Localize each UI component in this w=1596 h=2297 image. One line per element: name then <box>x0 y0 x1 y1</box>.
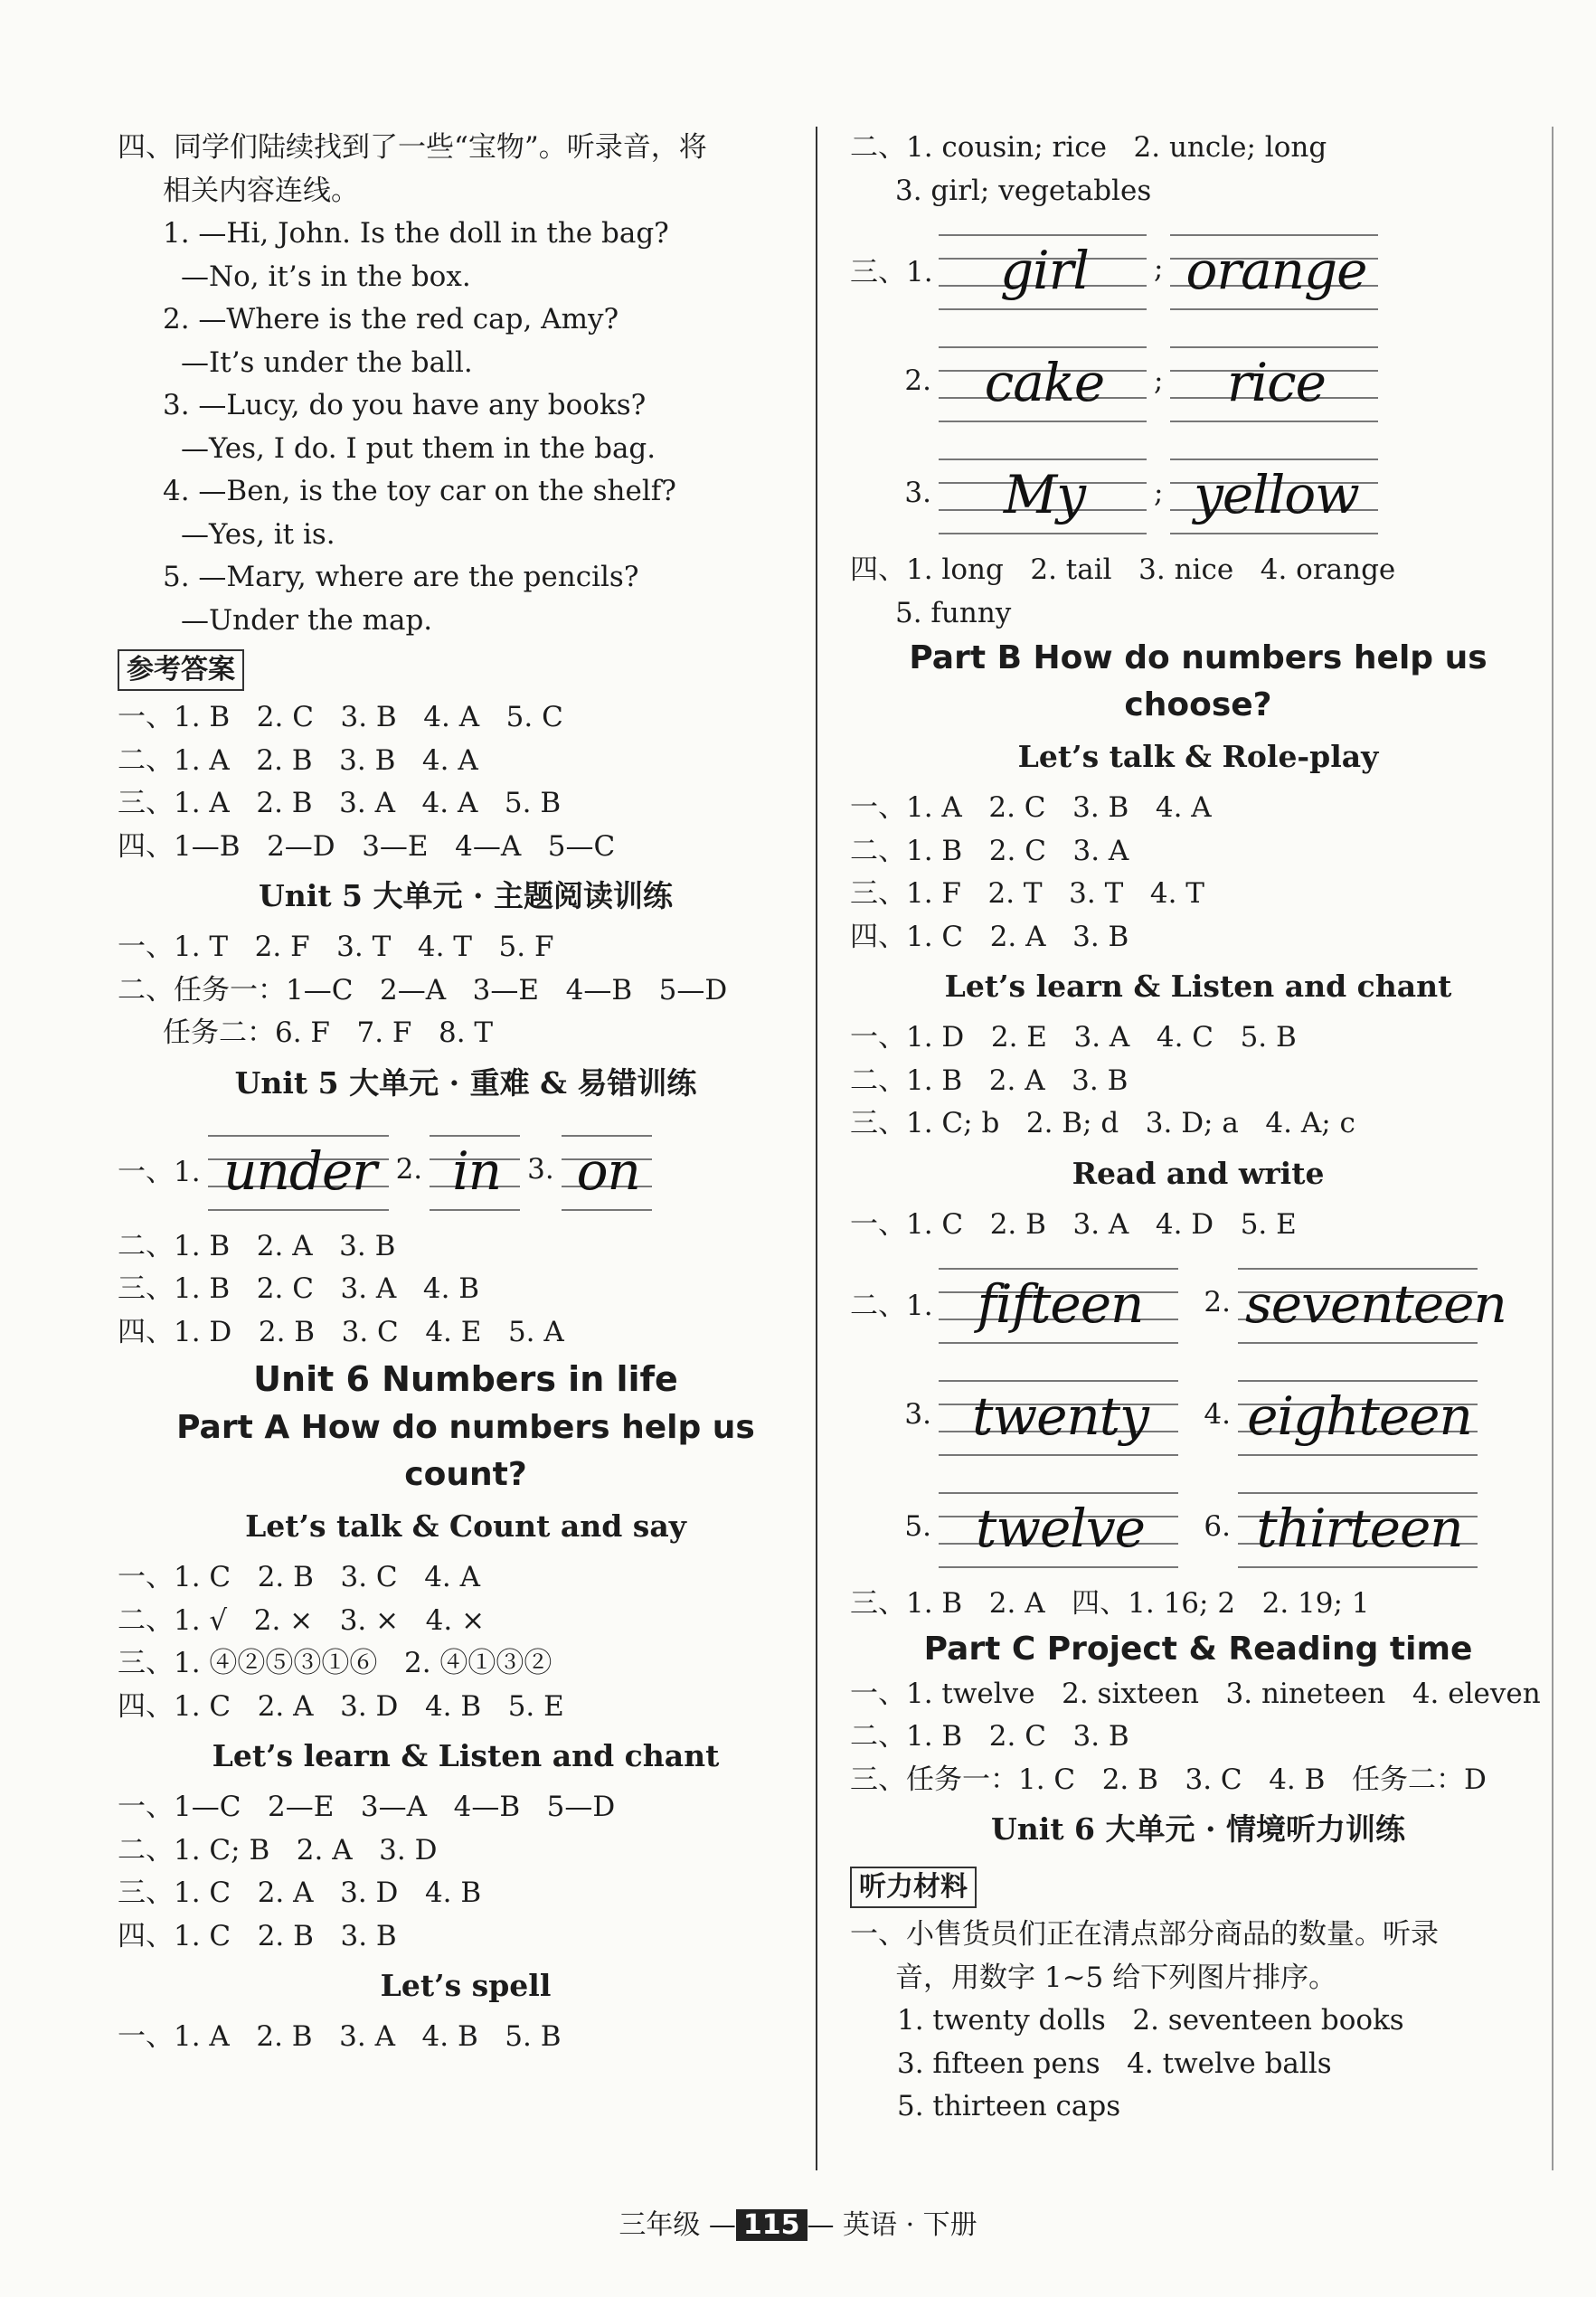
footer-grade: 三年级 <box>619 2209 701 2241</box>
listening-material-heading: 听力材料 <box>850 1867 977 1908</box>
answer-line: 一、1. A 2. C 3. B 4. A <box>850 791 1212 824</box>
answer-line: 1. twenty dolls 2. seventeen books <box>897 2004 1404 2037</box>
answer-line: 一、1—C 2—E 3—A 4—B 5—D <box>118 1791 616 1823</box>
answer-line: 二、1. √ 2. × 3. × 4. × <box>118 1603 486 1637</box>
question-number: 一、1. <box>118 1156 201 1188</box>
answer-line: 四、1. C 2. A 3. B <box>850 920 1129 953</box>
answer-line: 四、1. long 2. tail 3. nice 4. orange <box>850 553 1396 586</box>
handwriting-row <box>850 1246 1546 1358</box>
material-intro-line: 音，用数字 1~5 给下列图片排序。 <box>895 1961 1337 1994</box>
answer-list <box>850 1204 1546 1247</box>
question-number: 5. <box>904 1510 931 1543</box>
separator: ; <box>1154 477 1164 509</box>
page-edge-line <box>1552 127 1554 2170</box>
left-column <box>118 127 814 2059</box>
handwriting-box <box>939 1373 1178 1456</box>
answer-line: 四、1. C 2. B 3. B <box>118 1919 397 1952</box>
answer-line: 二、1. C; B 2. A 3. D <box>118 1833 438 1867</box>
dialogue-line: —No, it’s in the box. <box>181 260 471 293</box>
handwriting-row <box>118 1113 814 1225</box>
answer-list <box>850 1673 1546 1802</box>
handwritten-answer: thirteen <box>1256 1498 1463 1559</box>
answer-line: 一、1. B 2. C 3. B 4. A 5. C <box>118 701 563 733</box>
answer-line: 5. funny <box>895 596 1012 629</box>
answer-line: 二、1. B 2. A 3. B <box>850 1063 1129 1097</box>
answer-line: 一、1. A 2. B 3. A 4. B 5. B <box>118 2020 562 2053</box>
handwritten-answer: eighteen <box>1247 1385 1472 1447</box>
answer-line: 四、1. D 2. B 3. C 4. E 5. A <box>118 1315 564 1348</box>
answer-list <box>850 549 1546 592</box>
answer-line: 二、1. cousin; rice 2. uncle; long <box>850 131 1327 164</box>
answer-line: 一、1. C 2. B 3. C 4. A <box>118 1561 481 1593</box>
answer-line: 三、1. A 2. B 3. A 4. A 5. B <box>118 787 562 819</box>
question-number: 4. <box>1204 1398 1231 1431</box>
page-footer: 三年级 — 115 — 英语 · 下册 <box>619 2209 977 2241</box>
handwritten-answer: rice <box>1226 352 1326 413</box>
answer-line: 二、1. A 2. B 3. B 4. A <box>118 743 478 777</box>
dialogue-line: 3. —Lucy, do you have any books? <box>163 389 647 421</box>
answer-line: 二、1. B 2. C 3. B <box>850 1720 1129 1753</box>
question-number: 3. <box>904 1398 931 1431</box>
separator: ; <box>1154 364 1164 397</box>
answer-line: 一、1. twelve 2. sixteen 3. nineteen 4. eleven <box>850 1677 1541 1710</box>
handwriting-rows <box>850 213 1546 549</box>
answer-line: 一、1. C 2. B 3. A 4. D 5. E <box>850 1207 1297 1241</box>
question-number: 三、1. <box>850 255 933 288</box>
section-heading-read-write: Read and write <box>1072 1155 1325 1191</box>
dialogue-line: 5. —Mary, where are the pencils? <box>163 561 639 593</box>
handwritten-answer: fifteen <box>977 1273 1144 1335</box>
answer-list <box>850 787 1546 959</box>
answer-line: 四、1. C 2. A 3. D 4. B 5. E <box>118 1689 564 1723</box>
section-heading-talk: Let’s talk & Role-play <box>1017 739 1379 774</box>
answer-line: 三、1. ④②⑤③①⑥ 2. ④①③② <box>118 1647 552 1679</box>
answer-key-heading: 参考答案 <box>118 649 244 691</box>
handwritten-answer: in <box>452 1139 502 1202</box>
handwriting-box <box>1238 1373 1478 1456</box>
handwritten-answer: My <box>1003 464 1086 525</box>
handwriting-grid <box>850 1246 1546 1583</box>
handwritten-answer: under <box>223 1139 377 1202</box>
page-number: 115 <box>736 2209 807 2241</box>
handwriting-box <box>208 1128 389 1211</box>
section-heading-learn: Let’s learn & Listen and chant <box>212 1738 720 1773</box>
part-title: Part C Project & Reading time <box>923 1630 1473 1668</box>
answer-line: 5. thirteen caps <box>897 2090 1121 2122</box>
section-heading-reading: Unit 5 大单元 · 主题阅读训练 <box>259 878 673 913</box>
unit-title: Unit 6 Numbers in life <box>253 1359 678 1399</box>
answer-line: 三、1. C; b 2. B; d 3. D; a 4. A; c <box>850 1107 1355 1139</box>
answer-list <box>118 2016 814 2059</box>
column-divider <box>816 127 817 2170</box>
answer-line: 三、1. B 2. C 3. A 4. B <box>118 1272 480 1305</box>
answer-list <box>118 1225 814 1355</box>
answer-line: 三、1. F 2. T 3. T 4. T <box>850 877 1204 910</box>
handwriting-box <box>939 1485 1178 1568</box>
answer-line: 二、1. B 2. C 3. A <box>850 834 1129 867</box>
question-number: 3. <box>527 1152 554 1186</box>
question-number: 2. <box>395 1152 423 1186</box>
section-heading-talk: Let’s talk & Count and say <box>245 1508 686 1544</box>
question-number: 2. <box>904 364 931 397</box>
answer-line: 一、1. D 2. E 3. A 4. C 5. B <box>850 1021 1297 1054</box>
handwriting-row <box>850 325 1546 437</box>
question-number: 二、1. <box>850 1289 933 1322</box>
part-title: Part B How do numbers help us <box>909 639 1487 676</box>
answer-line: 四、1—B 2—D 3—E 4—A 5—C <box>118 829 616 863</box>
handwriting-box <box>939 227 1147 310</box>
answer-list <box>118 1556 814 1728</box>
handwritten-answer: twelve <box>976 1498 1145 1559</box>
dialogue-line: —Yes, I do. I put them in the bag. <box>181 431 656 465</box>
material-list <box>850 1999 1546 2129</box>
section-heading-spell: Let’s spell <box>380 1968 552 2003</box>
answer-list <box>118 926 814 1012</box>
right-column <box>850 127 1546 2129</box>
handwriting-box <box>1170 451 1378 534</box>
handwriting-box <box>562 1128 652 1211</box>
handwritten-answer: cake <box>984 352 1105 413</box>
handwriting-box <box>1170 339 1378 422</box>
section-heading-learn: Let’s learn & Listen and chant <box>944 969 1452 1004</box>
answer-list <box>850 1583 1546 1626</box>
answer-line: 一、1. T 2. F 3. T 4. T 5. F <box>118 931 554 963</box>
answer-list <box>850 127 1546 170</box>
answer-line: 三、1. C 2. A 3. D 4. B <box>118 1876 482 1909</box>
answer-line: 3. girl; vegetables <box>895 174 1152 207</box>
handwriting-box <box>939 1261 1178 1344</box>
material-intro-line: 一、小售货员们正在清点部分商品的数量。听录 <box>850 1918 1439 1951</box>
dialogue-line: 2. —Where is the red cap, Amy? <box>163 303 619 336</box>
handwriting-box <box>939 339 1147 422</box>
footer-subject: 英语 · 下册 <box>843 2209 977 2241</box>
answer-line: 任务二：6. F 7. F 8. T <box>163 1016 494 1049</box>
handwriting-row <box>850 213 1546 325</box>
answer-line: 二、1. B 2. A 3. B <box>118 1229 396 1262</box>
handwritten-answer: on <box>576 1139 640 1202</box>
dialogue-line: 4. —Ben, is the toy car on the shelf? <box>163 475 676 507</box>
dialogue-line: 1. —Hi, John. Is the doll in the bag? <box>163 217 669 250</box>
question-number: 2. <box>1204 1286 1231 1319</box>
answer-list <box>850 1016 1546 1146</box>
handwriting-row <box>850 1470 1546 1583</box>
part-title: count? <box>404 1456 527 1493</box>
answer-list <box>118 696 814 868</box>
handwriting-row <box>850 1358 1546 1470</box>
question-number: 3. <box>904 477 931 509</box>
handwriting-box <box>430 1128 520 1211</box>
answer-list <box>118 1786 814 1958</box>
handwritten-answer: yellow <box>1194 464 1359 525</box>
handwriting-box <box>1170 227 1378 310</box>
handwriting-box <box>939 451 1147 534</box>
dialogue-line: —Under the map. <box>181 603 433 637</box>
answer-line: 3. fifteen pens 4. twelve balls <box>897 2047 1332 2080</box>
question-number: 6. <box>1204 1510 1231 1543</box>
question-intro-line: 相关内容连线。 <box>163 174 359 207</box>
handwriting-box <box>1238 1485 1478 1568</box>
part-title: Part A How do numbers help us <box>176 1409 755 1446</box>
part-title: choose? <box>1124 686 1272 723</box>
question-intro-line: 四、同学们陆续找到了一些“宝物”。听录音，将 <box>118 131 707 164</box>
dialogue-line: —It’s under the ball. <box>181 345 473 379</box>
handwritten-answer: girl <box>1000 240 1089 301</box>
section-heading-errors: Unit 5 大单元 · 重难 & 易错训练 <box>234 1064 697 1101</box>
section-heading-listening: Unit 6 大单元 · 情境听力训练 <box>991 1811 1405 1847</box>
dialogue-list <box>118 213 814 642</box>
handwriting-box <box>1238 1261 1506 1344</box>
handwritten-answer: orange <box>1185 240 1367 301</box>
handwriting-row <box>850 437 1546 549</box>
dialogue-line: —Yes, it is. <box>181 517 335 551</box>
answer-line: 二、任务一：1—C 2—A 3—E 4—B 5—D <box>118 973 728 1007</box>
handwritten-answer: seventeen <box>1245 1273 1506 1335</box>
handwritten-answer: twenty <box>972 1385 1148 1447</box>
separator: ; <box>1154 252 1164 285</box>
answer-line: 三、1. B 2. A 四、1. 16; 2 2. 19; 1 <box>850 1587 1370 1620</box>
answer-line: 三、任务一：1. C 2. B 3. C 4. B 任务二：D <box>850 1763 1487 1796</box>
